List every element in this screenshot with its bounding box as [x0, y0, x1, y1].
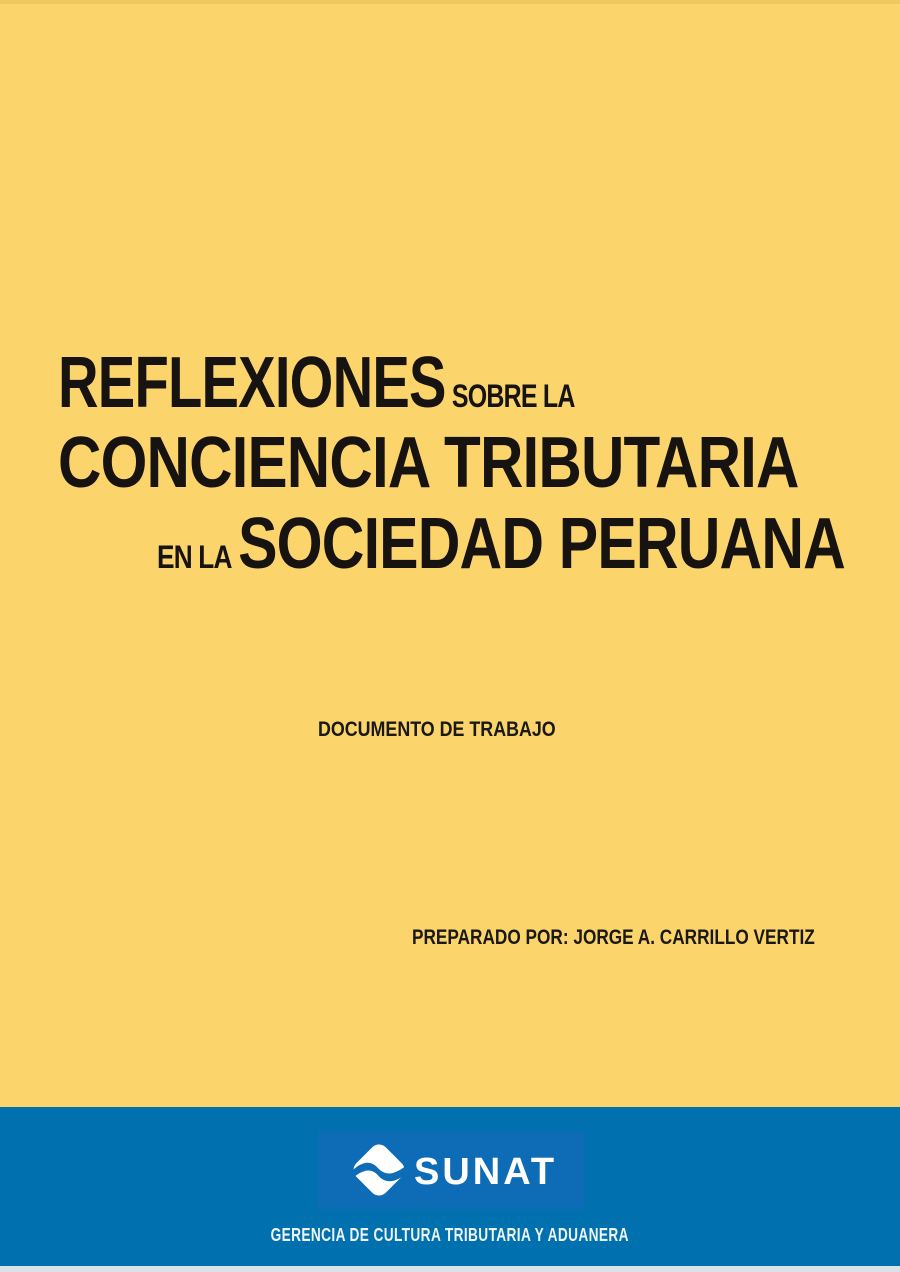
footer-band — [0, 1107, 900, 1272]
page-bottom-edge-strip — [0, 1266, 900, 1272]
title-line3-big-text: SOCIEDAD PERUANA — [238, 504, 845, 584]
title-line-3 — [157, 504, 845, 584]
sunat-logo-text: SUNAT — [414, 1151, 558, 1193]
prepared-by-label: PREPARADO POR: JORGE A. CARRILLO VERTIZ — [412, 926, 815, 949]
page-top-edge-strip — [0, 0, 900, 4]
title-line3-small-text: EN LA — [157, 539, 232, 575]
title-line-1 — [58, 343, 575, 423]
department-label: GERENCIA DE CULTURA TRIBUTARIA Y ADUANERA — [270, 1225, 630, 1245]
sunat-logo — [318, 1131, 584, 1209]
title-line1-small-text: SOBRE LA — [451, 378, 575, 414]
title-line1-big-text: REFLEXIONES — [58, 343, 446, 423]
department-line — [0, 1226, 900, 1245]
title-line2-big-text: CONCIENCIA TRIBUTARIA — [58, 423, 799, 503]
title-line-2 — [58, 423, 799, 503]
document-type-label: DOCUMENTO DE TRABAJO — [318, 718, 556, 741]
sunat-diamond-icon — [348, 1139, 410, 1201]
